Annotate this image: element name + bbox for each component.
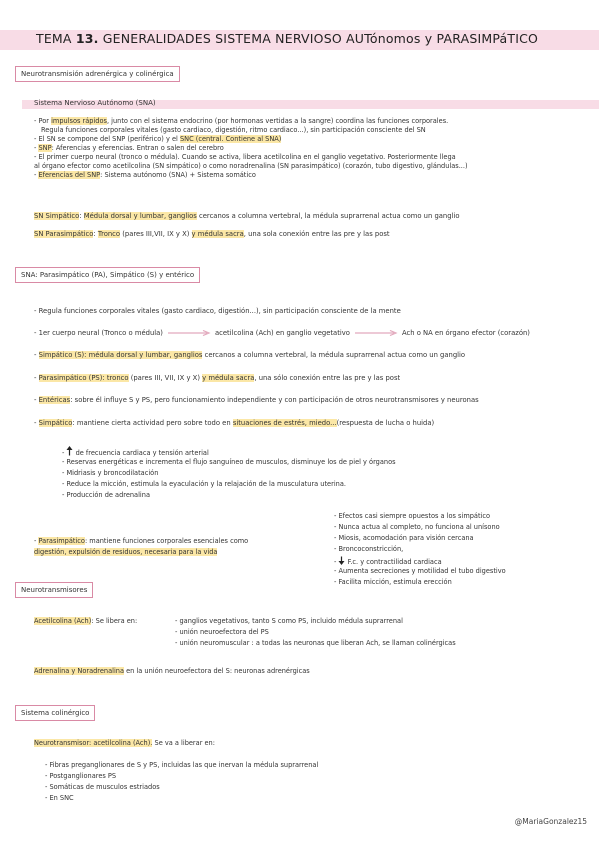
block2-line5: - Entéricas: sobre él influye S y PS, pero funcionamiento independiente y con participación de otros neurotransmisores y neuronas [34, 396, 479, 404]
simp-effect-5: - Producción de adrenalina [62, 491, 150, 499]
block1-line6: al órgano efector como acetilcolina (SN simpático) o como noradrenalina (SN parasimpático) (corazón, tubo digestivo, glándulas...) [34, 162, 468, 170]
block2-line2: - 1er cuerpo neural (Tronco o médula) acetilcolina (Ach) en ganglio vegetativo Ach o NA en órgano efector (corazón) [34, 329, 530, 337]
page-title: TEMA 13. GENERALIDADES SISTEMA NERVIOSO AUTónomos y PARASIMPáTICO [36, 31, 539, 46]
arrow-down-icon [338, 556, 345, 565]
simp-effect-3: - Midriasis y broncodilatación [62, 469, 159, 477]
para-effect-3: - Miosis, acomodación para visión cercana [334, 534, 474, 542]
arrow-right-icon [354, 330, 398, 336]
section-heading-neurotransmitters: Neurotransmisores [15, 582, 93, 598]
sna-subheading: Sistema Nervioso Autónomo (SNA) [34, 99, 156, 107]
para-effect-7: - Facilita micción, estimula erección [334, 578, 452, 586]
block1-line5: - El primer cuerpo neural (tronco o médula). Cuando se activa, libera acetilcolina en el ganglio vegetativo. Posteriormente llega [34, 153, 456, 161]
sn-parasimpatico-line: SN Parasimpático: Tronco (pares III,VII, IX y X) y médula sacra, una sola conexión entre las pre y las post [34, 230, 390, 238]
arrow-right-icon [167, 330, 211, 336]
adrenaline-line: Adrenalina y Noradrenalina en la unión neuroefectora del S: neuronas adrenérgicas [34, 667, 310, 675]
simp-effect-4: - Reduce la micción, estimula la eyaculación y la relajación de la musculatura uterina. [62, 480, 346, 488]
para-effect-1: - Efectos casi siempre opuestos a los simpático [334, 512, 491, 520]
simp-effect-2: - Reservas energéticas e incrementa el flujo sanguíneo de musculos, disminuye los de piel y órganos [62, 458, 396, 466]
ach-item-3: - unión neuromuscular : a todas las neuronas que liberan Ach, se llaman colinérgicas [175, 639, 456, 647]
para-effect-6: - Aumenta secreciones y motilidad el tubo digestivo [334, 567, 506, 575]
block1-line4: - SNP: Aferencias y eferencias. Entran o salen del cerebro [34, 144, 224, 152]
para-note-line1: - Parasimpático: mantiene funciones corporales esenciales como [34, 537, 249, 545]
ach-label: Acetilcolina (Ach): Se libera en: [34, 617, 138, 625]
block2-line6: - Simpático: mantiene cierta actividad pero sobre todo en situaciones de estrés, miedo...(respuesta de lucha o huida) [34, 419, 435, 427]
colin-item-2: - Postganglionares PS [45, 772, 117, 780]
block1-line2: Regula funciones corporales vitales (gasto cardiaco, digestión, ritmo cardiaco...), sin participación consciente del SN [41, 126, 426, 134]
block1-line3: - El SN se compone del SNP (periférico) y el SNC (central. Contiene al SNA) [34, 135, 282, 143]
para-effect-4: - Broncoconstricción, [334, 545, 404, 553]
block1-line7: - Eferencias del SNP: Sistema autónomo (SNA) + Sistema somático [34, 171, 256, 179]
colin-item-4: - En SNC [45, 794, 74, 802]
para-effect-2: - Nunca actua al completo, no funciona al unísono [334, 523, 500, 531]
colin-item-1: - Fibras preganglionares de S y PS, incluidas las que inervan la médula suprarrenal [45, 761, 319, 769]
dash: - [334, 558, 339, 566]
block2-line4: - Parasimpático (PS): tronco (pares III, VII, IX y X) y médula sacra, una sólo conexión entre las pre y las post [34, 374, 401, 382]
dash: - [62, 449, 67, 457]
ach-item-2: - unión neuroefectora del PS [175, 628, 269, 636]
author-signature: @MariaGonzalez15 [514, 817, 587, 826]
block2-line1: - Regula funciones corporales vitales (gasto cardiaco, digestión...), sin participación consciente de la mente [34, 307, 401, 315]
colin-item-3: - Somáticas de musculos estriados [45, 783, 160, 791]
para-effect-5: - F.c. y contractilidad cardiaca [334, 558, 442, 566]
section-heading-neurotransmission: Neurotransmisión adrenérgica y colinérgica [15, 66, 180, 82]
arrow-up-icon [66, 446, 73, 456]
block1-line1: - Por impulsos rápidos, junto con el sistema endocrino (por hormonas vertidas a la sangre) coordina las funciones corporales. [34, 117, 449, 125]
simp-effect-1: - de frecuencia cardiaca y tensión arterial [62, 446, 209, 458]
ach-item-1: - ganglios vegetativos, tanto S como PS, incluido médula suprarrenal [175, 617, 403, 625]
sn-simpatico-line: SN Simpático: Médula dorsal y lumbar, ganglios cercanos a columna vertebral, la médula suprarrenal actua como un ganglio [34, 212, 460, 220]
para-note-line2: digestión, expulsión de residuos, necesaria para la vida [34, 548, 218, 556]
colin-intro: Neurotransmisor: acetilcolina (Ach). Se va a liberar en: [34, 739, 215, 747]
block2-line3: - Simpático (S): médula dorsal y lumbar, ganglios cercanos a columna vertebral, la médula suprarrenal actua como un ganglio [34, 351, 466, 359]
section-heading-sna: SNA: Parasimpático (PA), Simpático (S) y entérico [15, 267, 200, 283]
section-heading-cholinergic: Sistema colinérgico [15, 705, 95, 721]
